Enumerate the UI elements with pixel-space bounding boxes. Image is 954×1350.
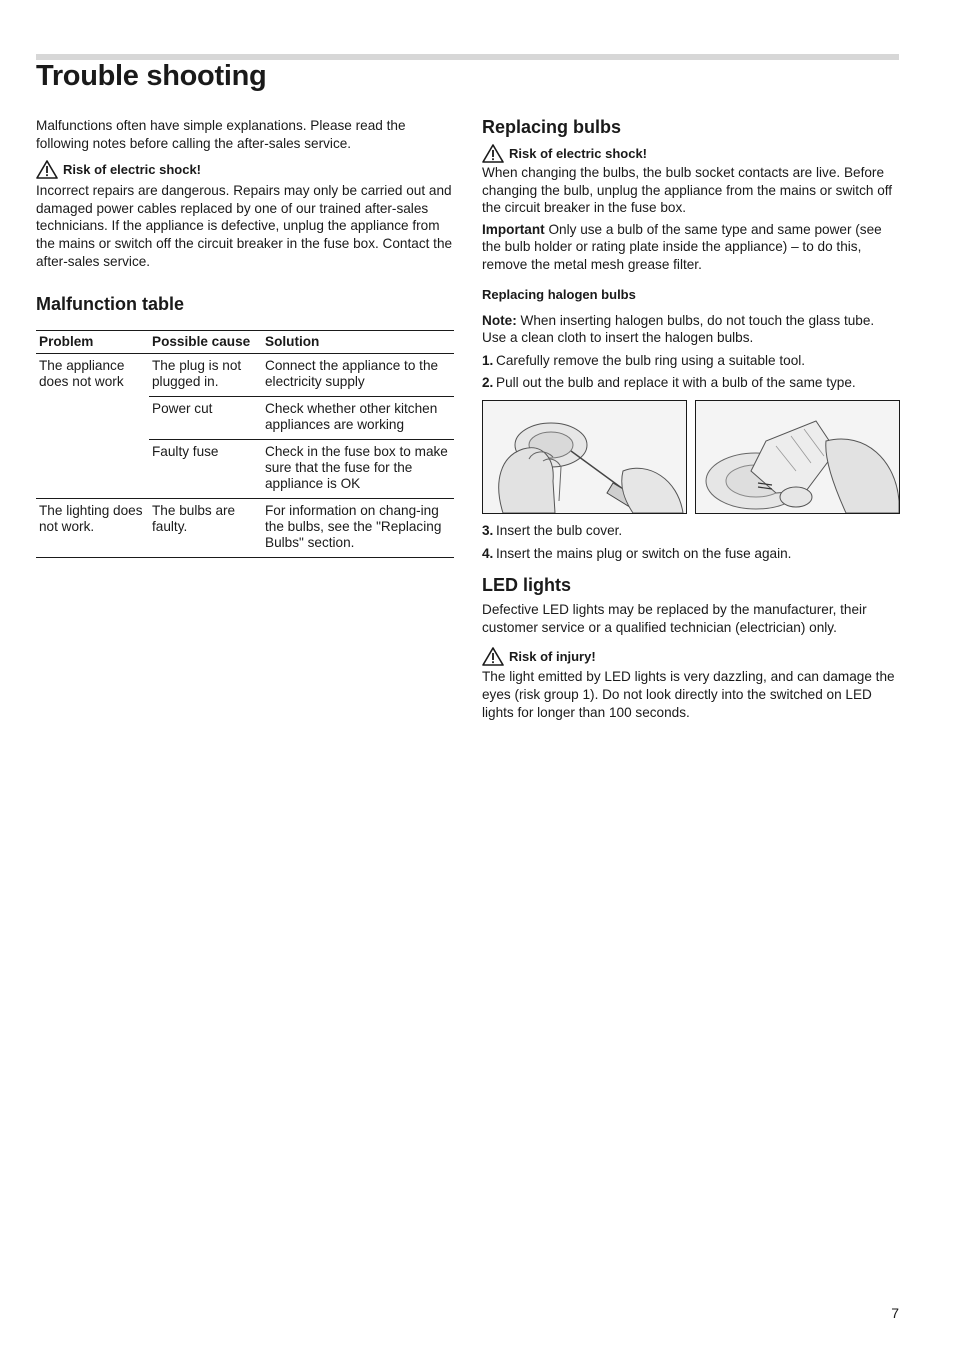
replacing-bulbs-heading: Replacing bulbs (482, 117, 622, 137)
led-warning-text: The light emitted by LED lights is very dazzling, and can damage the eyes (risk group 1). Do not look directly into the switched on LED lights for longer than 100 seconds. (482, 669, 895, 720)
electric-shock-warning (36, 160, 454, 179)
right-column (482, 116, 900, 721)
table-cell-problem: The lighting does not work. (36, 499, 149, 558)
page-title: Trouble shooting (36, 60, 267, 92)
table-header-row (36, 331, 454, 354)
step-text: Carefully remove the bulb ring using a suitable tool. (496, 352, 806, 368)
bulb-replacement-illustration (695, 400, 900, 514)
warning-triangle-icon (482, 647, 504, 666)
warning-text: Incorrect repairs are dangerous. Repairs may only be carried out and damaged power cables replaced by one of our trained after-sales technicians. If the appliance is defective, unplug the appliance from the mains or switch off the circuit breaker in the fuse box. Contact the after-sales service. (36, 183, 453, 269)
list-item (482, 374, 900, 392)
step-number: 3. (482, 522, 494, 538)
step-number: 4. (482, 545, 494, 561)
illustrations (482, 400, 900, 514)
table-cell-cause: Power cut (149, 397, 262, 440)
important-label: Important (482, 221, 545, 237)
warning-title: Risk of electric shock! (509, 145, 647, 161)
step-number: 1. (482, 352, 494, 368)
important-note (482, 221, 900, 274)
table-cell-solution: Check whether other kitchen appliances are working (262, 397, 454, 440)
step-number: 2. (482, 375, 494, 391)
note-text: When inserting halogen bulbs, do not touch the glass tube. Use a clean cloth to insert the halogen bulbs. (482, 312, 875, 346)
halogen-heading: Replacing halogen bulbs (482, 286, 636, 302)
warning-title: Risk of injury! (509, 648, 596, 664)
steps-list-b (482, 522, 900, 562)
injury-warning (482, 647, 900, 666)
step-text: Insert the bulb cover. (496, 522, 623, 538)
table-cell-cause: The plug is not plugged in. (149, 354, 262, 397)
warning-triangle-icon (36, 160, 58, 179)
malfunction-table (36, 330, 454, 558)
malfunction-table-heading: Malfunction table (36, 294, 184, 315)
important-text: Only use a bulb of the same type and same power (see the bulb holder or rating plate inside the appliance) – to do this, remove the metal mesh grease filter. (482, 221, 882, 272)
step-text: Pull out the bulb and replace it with a bulb of the same type. (496, 375, 856, 391)
bulbs-warning-text: When changing the bulbs, the bulb socket contacts are live. Before changing the bulb, unplug the appliance from the mains or switch off the circuit breaker in the fuse box. (482, 165, 893, 216)
table-cell-solution: Connect the appliance to the electricity supply (262, 354, 454, 397)
table-cell-solution: For information on chang-ing the bulbs, see the "Replacing Bulbs" section. (262, 499, 454, 558)
table-cell-cause: Faulty fuse (149, 440, 262, 499)
table-header-cell: Solution (262, 331, 454, 354)
halogen-note (482, 312, 900, 347)
note-label: Note: (482, 312, 517, 328)
table-header-cell: Problem (36, 331, 149, 354)
list-item (482, 352, 900, 370)
led-lights-heading: LED lights (482, 575, 571, 596)
warning-triangle-icon (482, 144, 504, 163)
table-row (36, 354, 454, 397)
table-cell-problem: The appliance does not work (36, 354, 149, 499)
table-header-cell: Possible cause (149, 331, 262, 354)
left-column (36, 117, 454, 558)
list-item (482, 545, 900, 563)
intro-text: Malfunctions often have simple explanations. Please read the following notes before calling the after-sales service. (36, 118, 406, 151)
step-text: Insert the mains plug or switch on the fuse again. (496, 545, 792, 561)
table-row (36, 499, 454, 558)
steps-list-a (482, 352, 900, 392)
table-cell-cause: The bulbs are faulty. (149, 499, 262, 558)
led-text: Defective LED lights may be replaced by the manufacturer, their customer service or a qualified technician (electrician) only. (482, 602, 867, 635)
bulb-ring-removal-illustration (482, 400, 687, 514)
bulbs-electric-shock-warning (482, 144, 900, 163)
page-number: 7 (891, 1305, 899, 1321)
warning-title: Risk of electric shock! (63, 161, 201, 177)
table-cell-solution: Check in the fuse box to make sure that the fuse for the appliance is OK (262, 440, 454, 499)
list-item (482, 522, 900, 540)
